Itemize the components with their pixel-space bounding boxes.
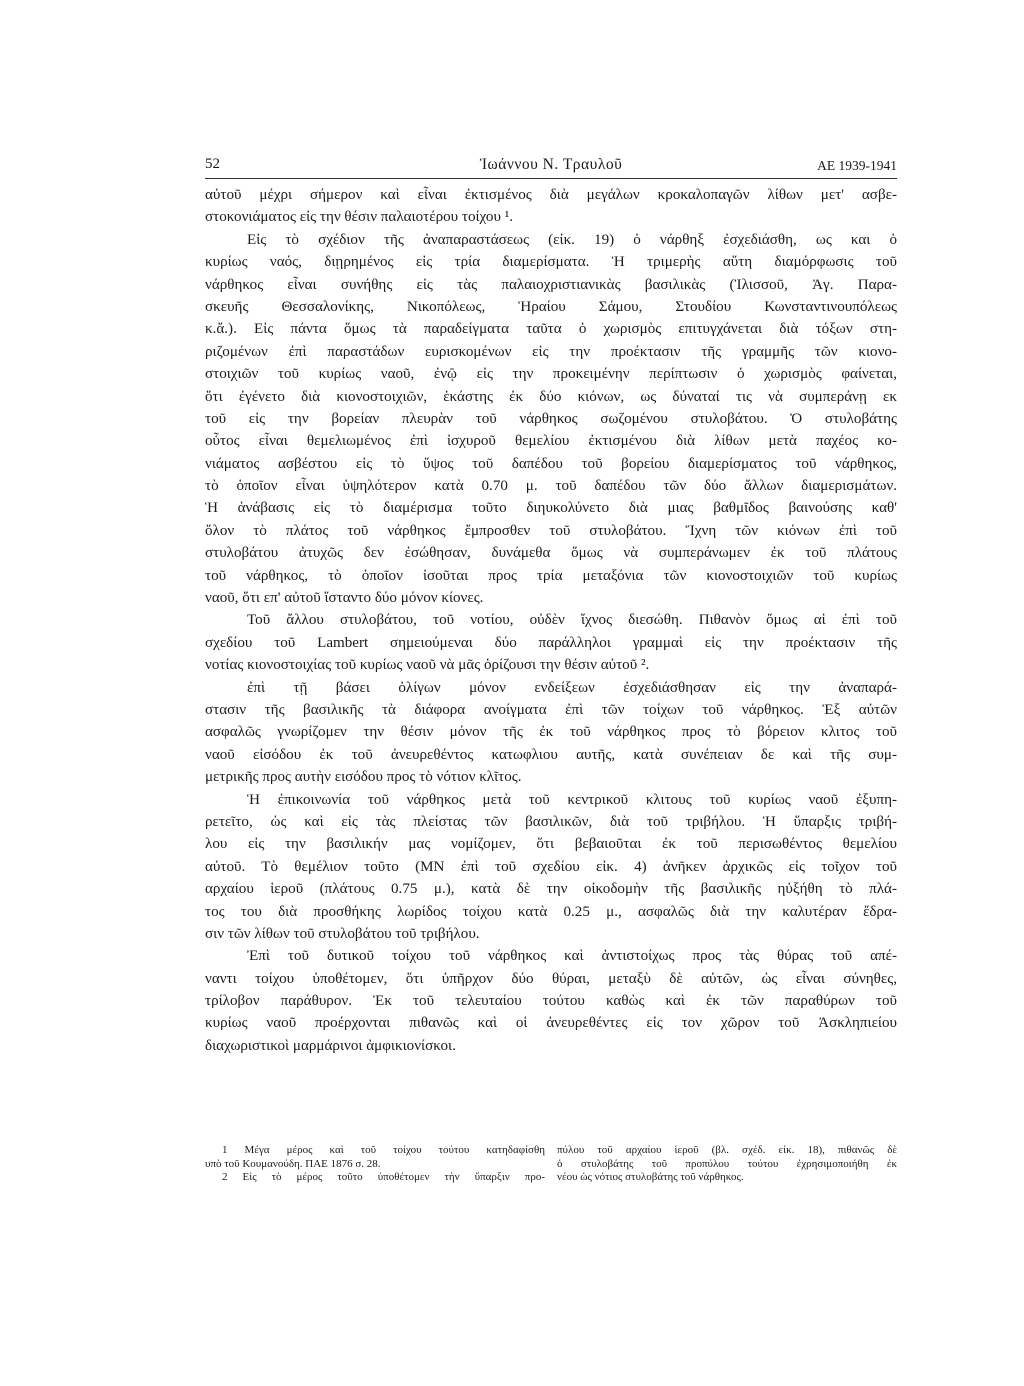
body-line: στυλοβάτου ἀτυχῶς δεν ἐσώθησαν, δυνάμεθα ὅμως νὰ συμπεράνωμεν ἐκ τοῦ πλάτους [205, 545, 897, 562]
running-journal: ΑΕ 1939-1941 [817, 158, 897, 173]
footnotes-right-column [557, 1144, 897, 1185]
body-line: Ἐπὶ τοῦ δυτικοῦ τοίχου τοῦ νάρθηκος καὶ ἀντιστοίχως προς τὰς θύρας τοῦ απέ- [247, 948, 897, 965]
body-line: ριζομένων ἐπὶ παραστάδων ευρισκομένων εἰς την προέκτασιν τῆς γραμμῆς τῶν κιονο- [205, 343, 897, 360]
body-line: σχεδίου τοῦ Lambert σημειούμεναι δύο παράλληλοι γραμμαὶ εἰς την προέκτασιν τῆς [205, 634, 897, 651]
body-line: Εἰς τὸ σχέδιον τῆς ἀναπαραστάσεως (εἰκ. 19) ὁ νάρθηξ ἐσχεδιάσθη, ως και ὁ [247, 231, 897, 248]
footnote-line: 2 Εἰς τὸ μέρος τοῦτο ὑποθέτομεν τὴν ὕπαρξιν προ- [222, 1171, 545, 1184]
body-line: τοῦ εἰς την βορείαν πλευρὰν τοῦ νάρθηκος σωζομένου στυλοβάτου. Ὁ στυλοβάτης [205, 410, 897, 427]
footnote-line: 1 Μέγα μέρος καὶ τοῦ τοίχου τούτου κατηδαφίσθη [222, 1144, 545, 1156]
body-line: νοτίας κιονοστοιχίας τοῦ κυρίως ναοῦ νὰ μᾶς ὁρίζουσι την θέσιν αὐτοῦ ². [205, 657, 650, 674]
body-line: τος του διὰ προσθήκης λωρίδος τοίχου κατὰ 0.25 μ., ασφαλῶς διὰ την καλυτέραν ἕδρα- [205, 903, 897, 920]
body-line: κυρίως ναοῦ προέρχονται πιθανῶς καὶ οἱ ἀνευρεθέντες εἰς τον χῶρον τοῦ Ἀσκληπιείου [205, 1015, 897, 1032]
body-line: ὅλον τὸ πλάτος τοῦ νάρθηκος ἔμπροσθεν τοῦ στυλοβάτου. Ἴχνη τῶν κιόνων ἐπὶ τοῦ [205, 522, 897, 539]
footnote-line: πύλου τοῦ αρχαίου ἱεροῦ (βλ. σχέδ. εἰκ. 18), πιθανῶς δὲ [557, 1144, 897, 1156]
body-line: ναοῦ εἰσόδου ἐκ τοῦ ἀνευρεθέντος κατωφλιου αυτῆς, κατὰ συνέπειαν δε καὶ τῆς συμ- [205, 746, 897, 763]
footnote-line: ὁ στυλοβάτης τοῦ προπύλου τούτου ἐχρησιμοποιήθη ἐκ [557, 1157, 897, 1170]
body-line: αρχαίου ἱεροῦ (πλάτους 0.75 μ.), κατὰ δὲ την οἰκοδομὴν τῆς βασιλικῆς ηὐξήθη τὸ πλά- [205, 881, 897, 898]
body-line: αὐτοῦ μέχρι σήμερον καὶ εἶναι ἐκτισμένος διὰ μεγάλων κροκαλοπαγῶν λίθων μετ' ασβε- [205, 187, 897, 203]
body-line: Τοῦ ἄλλου στυλοβάτου, τοῦ νοτίου, οὐδὲν ἴχνος διεσώθη. Πιθανὸν ὅμως αἱ ἐπὶ τοῦ [247, 612, 897, 629]
body-text [205, 184, 897, 1057]
body-line: στοκονιάματος εἰς την θέσιν παλαιοτέρου τοίχου ¹. [205, 209, 514, 226]
body-line: ναοῦ, ὅτι επ' αὐτοῦ ἵσταντο δύο μόνον κίονες. [205, 590, 484, 607]
footnotes-left-column [205, 1144, 545, 1185]
body-line: Ἡ ἀνάβασις εἰς τὸ διαμέρισμα τοῦτο διηυκολύνετο διὰ μιας βαθμῖδος βαινούσης καθ' [205, 500, 897, 517]
body-line: τοῦ νάρθηκος, τὸ ὁποῖον ἰσοῦται προς τρία μεταξόνια τῶν κιονοστοιχιῶν τοῦ κυρίως [205, 567, 897, 584]
body-line: στοιχιῶν τοῦ κυρίως ναοῦ, ἐνῷ εἰς την προκειμένην περίπτωσιν ὁ χωρισμὸς φαίνεται, [205, 366, 897, 383]
body-line: λου εἰς την βασιλικήν μας νομίζομεν, ὅτι βεβαιοῦται ἐκ τοῦ περισωθέντος θεμελίου [205, 836, 897, 853]
footnote-line: νέου ὡς νότιος στυλοβάτης τοῦ νάρθηκος. [557, 1171, 744, 1184]
body-line: ναντι τοίχου ὑποθέτομεν, ὅτι ὑπῆρχον δύο θύραι, μεταξὺ δὲ αὐτῶν, ὡς εἶναι σύνηθες, [205, 970, 897, 987]
body-line: ὅτι ἐγένετο διὰ κιονοστοιχιῶν, ἑκάστης ἐκ δύο κιόνων, ως δύναταί τις νὰ συμπεράνῃ εκ [205, 388, 897, 405]
body-line: μετρικῆς προς αυτὴν εισόδου προς τὸ νότιον κλῖτος. [205, 769, 522, 786]
body-line: ρετεῖτο, ὡς καὶ εἰς τὰς πλείστας τῶν βασιλικῶν, διὰ τοῦ τριβήλου. Ἡ ὕπαρξις τριβή- [205, 813, 897, 830]
body-line: τὸ ὁποῖον εἶναι ὑψηλότερον κατὰ 0.70 μ. τοῦ δαπέδου τῶν δύο ἄλλων διαμερισμάτων. [205, 478, 897, 495]
body-line: στασιν τῆς βασιλικῆς τὰ διάφορα ανοίγματα ἐπὶ τῶν τοίχων τοῦ νάρθηκος. Ἐξ αὐτῶν [205, 701, 897, 718]
running-author: Ἰωάννου Ν. Τραυλοῦ [479, 156, 623, 173]
footnote-line: υπὸ τοῦ Κουμανούδη. ΠΑΕ 1876 σ. 28. [205, 1157, 381, 1170]
body-line: Ἡ ἐπικοινωνία τοῦ νάρθηκος μετὰ τοῦ κεντρικοῦ κλιτους τοῦ κυρίως ναοῦ ἐξυπη- [247, 791, 897, 808]
running-header [205, 154, 897, 179]
page-number: 52 [205, 156, 220, 172]
body-line: κ.ἄ.). Εἰς πάντα ὅμως τὰ παραδείγματα ταῦτα ὁ χωρισμὸς επιτυγχάνεται διὰ τόξων στη- [205, 321, 897, 338]
body-line: σιν τῶν λίθων τοῦ στυλοβάτου τοῦ τριβήλου. [205, 925, 480, 942]
body-line: τρίλοβον παράθυρον. Ἐκ τοῦ τελευταίου τούτου καθὼς καὶ ἐκ τῶν παραθύρων τοῦ [205, 993, 897, 1010]
body-line: διαχωριστικοὶ μαρμάρινοι ἀμφικιονίσκοι. [205, 1037, 456, 1054]
body-line: σκευῆς Θεσσαλονίκης, Νικοπόλεως, Ἡραίου Σάμου, Στουδίου Κωνσταντινουπόλεως [205, 298, 897, 315]
body-line: οὗτος εἶναι θεμελιωμένος ἐπὶ ἰσχυροῦ θεμελίου ἐκτισμένου διὰ λίθων μετὰ παχέος κο- [205, 433, 897, 450]
body-line: κυρίως ναός, διῃρημένος εἰς τρία διαμερίσματα. Ἡ τριμερὴς αὕτη διαμόρφωσις τοῦ [205, 254, 897, 271]
body-line: ασφαλῶς γνωρίζομεν την θέσιν μόνον τῆς ἐκ τοῦ νάρθηκος προς τὸ βόρειον κλιτος τοῦ [205, 724, 897, 741]
body-line: ἐπὶ τῇ βάσει ὀλίγων μόνον ενδείξεων ἐσχεδιάσθησαν εἰς την ἀναπαρά- [247, 679, 897, 696]
body-line: αὐτοῦ. Τὸ θεμέλιον τοῦτο (ΜΝ ἐπὶ τοῦ σχεδίου εἰκ. 4) ἀνῆκεν ἀρχικῶς εἰς τοῖχον τοῦ [205, 858, 897, 875]
body-line: νιάματος ασβέστου εἰς τὸ ὕψος τοῦ δαπέδου τοῦ βορείου διαμερίσματος τοῦ νάρθηκος, [205, 455, 897, 472]
body-line: νάρθηκος εἶναι συνήθης εἰς τὰς παλαιοχριστιανικὰς βασιλικὰς (Ἰλισσοῦ, Ἁγ. Παρα- [205, 276, 897, 293]
